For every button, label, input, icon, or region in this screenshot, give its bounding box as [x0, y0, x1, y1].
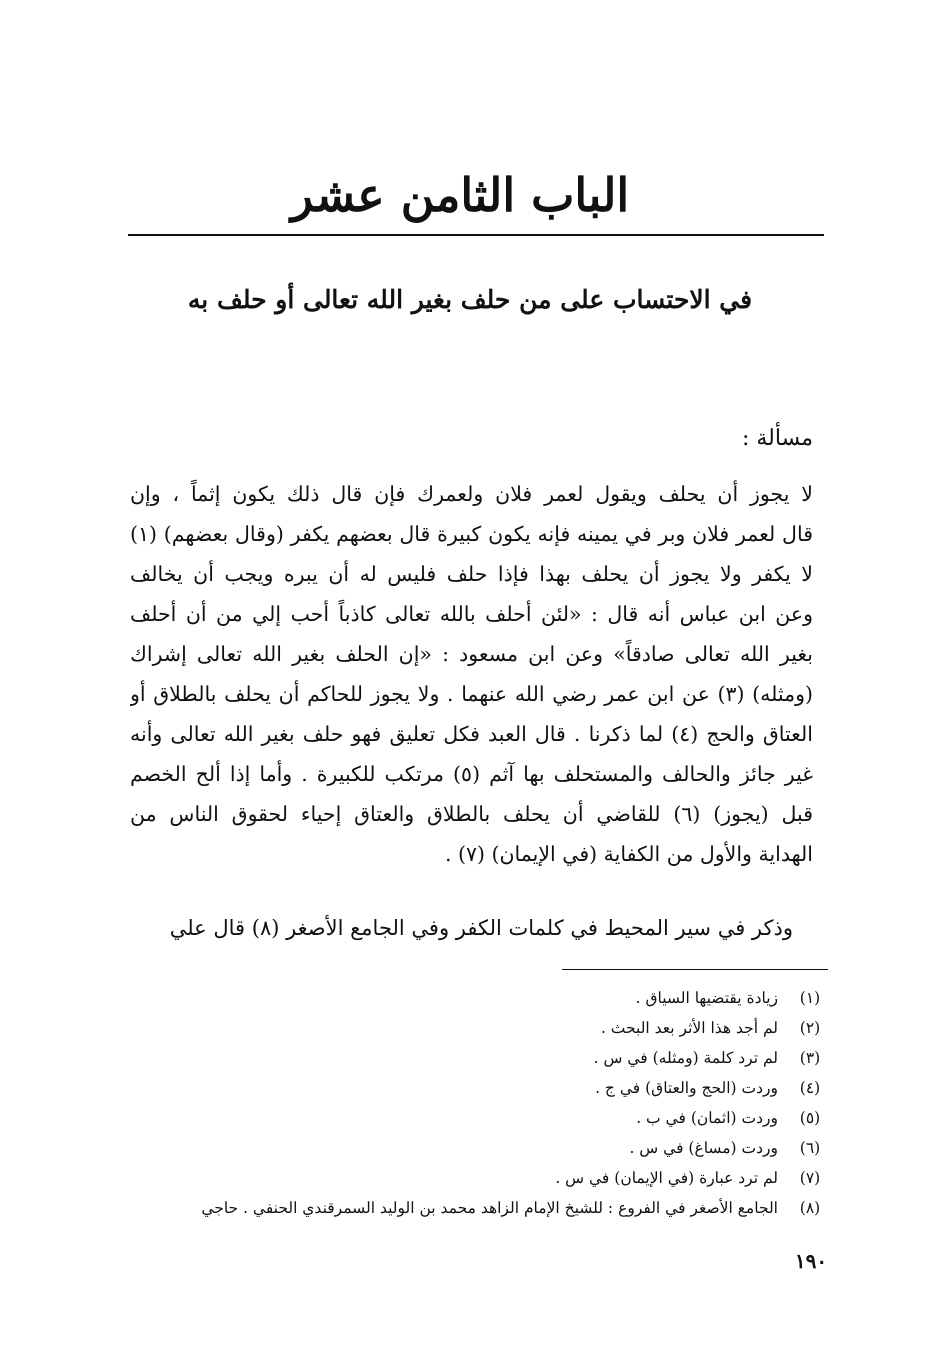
- body-line: العتاق والحج (٤) لما ذكرنا . قال العبد فكل تعليق فهو حلف بغير الله تعالى وأنه: [130, 722, 813, 746]
- footnote-item: [130, 1133, 830, 1163]
- body-line: بغير الله تعالى صادقاً» وعن ابن مسعود : «إن الحلف بغير الله تعالى إشراك: [130, 642, 813, 666]
- body-line: قبل (يجوز) (٦) للقاضي أن يحلف بالطلاق والعتاق إحياء لحقوق الناس من: [130, 802, 813, 826]
- footnote-number: (٨): [799, 1199, 821, 1217]
- body-line: غير جائز والحالف والمستحلف بها آثم (٥) مرتكب للكبيرة . وأما إذا ألح الخصم: [130, 762, 813, 786]
- footnote-number: (٣): [799, 1049, 821, 1067]
- footnote-item: [130, 1073, 830, 1103]
- body-line: قال لعمر فلان وبر في يمينه فإنه يكون كبيرة قال بعضهم يكفر (وقال بعضهم) (١): [130, 522, 813, 546]
- footnote-text: لم أجد هذا الأثر بعد البحث .: [600, 1019, 778, 1037]
- body-line: لا يجوز أن يحلف ويقول لعمر فلان ولعمرك فإن قال ذلك يكون إثماً ، وإن: [130, 482, 813, 506]
- footnote-number: (٤): [799, 1079, 821, 1097]
- footnote-text: لم ترد كلمة (ومثله) في س .: [593, 1049, 778, 1067]
- footnote-item: [130, 983, 830, 1013]
- footnotes-list: [130, 983, 830, 1223]
- footnote-item: [130, 1013, 830, 1043]
- page-number: ١٩٠: [794, 1249, 828, 1273]
- footnote-text: وردت (اثمان) في ب .: [636, 1109, 778, 1127]
- footnote-number: (٢): [799, 1019, 821, 1037]
- body-line: وعن ابن عباس أنه قال : «لئن أحلف بالله تعالى كاذباً أحب إلي من أن أحلف: [130, 602, 813, 626]
- body-line: (ومثله) (٣) عن ابن عمر رضي الله عنهما . ولا يجوز للحاكم أن يحلف بالطلاق أو: [130, 682, 813, 706]
- footnote-item: [130, 1193, 830, 1223]
- footnote-text: زيادة يقتضيها السياق .: [635, 989, 778, 1007]
- footnote-number: (٧): [799, 1169, 821, 1187]
- chapter-subtitle: في الاحتساب على من حلف بغير الله تعالى أو حلف به: [187, 285, 753, 314]
- footnote-item: [130, 1163, 830, 1193]
- chapter-title: الباب الثامن عشر: [290, 168, 630, 222]
- footnote-number: (٦): [799, 1139, 821, 1157]
- footnote-number: (٥): [799, 1109, 821, 1127]
- footnote-divider: [562, 969, 828, 970]
- footnote-item: [130, 1103, 830, 1133]
- second-paragraph: وذكر في سير المحيط في كلمات الكفر وفي الجامع الأصغر (٨) قال علي: [169, 916, 793, 940]
- footnote-text: لم ترد عبارة (في الإيمان) في س .: [555, 1169, 778, 1187]
- main-paragraph: [130, 474, 813, 874]
- footnote-text: الجامع الأصغر في الفروع : للشيخ الإمام الزاهد محمد بن الوليد السمرقندي الحنفي . حاجي: [201, 1199, 778, 1217]
- footnote-text: وردت (مساغ) في س .: [629, 1139, 778, 1157]
- section-label: مسألة :: [741, 426, 813, 451]
- title-divider: [128, 234, 824, 236]
- footnote-text: وردت (الحج والعتاق) في ج .: [595, 1079, 778, 1097]
- body-line: لا يكفر ولا يجوز أن يحلف بهذا فإذا حلف فليس له أن يبره ويجب أن يخالف: [130, 562, 813, 586]
- footnote-item: [130, 1043, 830, 1073]
- body-line: الهداية والأول من الكفاية (في الإيمان) (٧) .: [444, 842, 813, 866]
- footnote-number: (١): [799, 989, 821, 1007]
